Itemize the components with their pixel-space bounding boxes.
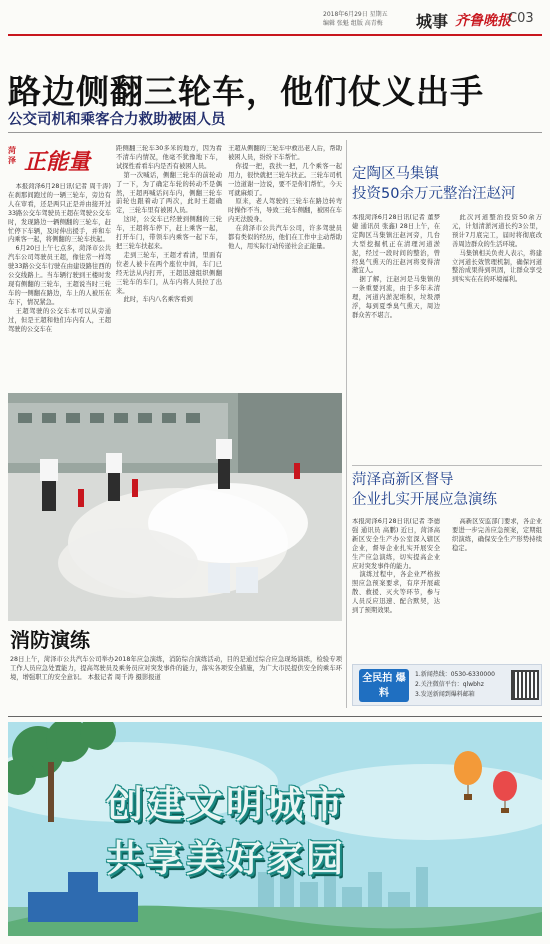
page-number: C03 bbox=[508, 11, 534, 26]
news-hotline-box bbox=[352, 664, 542, 706]
paragraph: 此次河道整治投资50余万元，计划清淤河道长约3公里，预计7月底完工，届时将彻底改善周边群众的生活环境。 bbox=[452, 214, 542, 248]
hotline-lines bbox=[415, 670, 495, 700]
paragraph: 王超驾驶的公交车本可以从旁通过，但是王超和他们车内有人，王超驾驶的公交车在 bbox=[8, 307, 111, 333]
paragraph: 在菏泽市公共汽车公司，许多驾驶员都有类似的经历，他们在工作中主动帮助他人，用实际行动传递社会正能量。 bbox=[228, 225, 342, 250]
column-badge bbox=[8, 145, 104, 179]
header-date: 2018年6月29日 星期五 bbox=[323, 11, 388, 18]
right-story1-col1 bbox=[352, 214, 440, 462]
page-header bbox=[8, 6, 542, 36]
photo-title: 消防演练 bbox=[10, 628, 90, 652]
paragraph: 演练过程中，各企业严格按照应急预案要求，有序开展疏散、救援、灭火等环节，参与人员反应迅速、配合默契，达到了预期效果。 bbox=[352, 571, 440, 615]
hotline-line: 2.关注微信平台：qlwbhz bbox=[415, 681, 484, 688]
hotline-line: 3.发送新闻到爆料邮箱 bbox=[415, 691, 475, 698]
headline-line: 企业扎实开展应急演练 bbox=[352, 492, 497, 508]
header-editors: 编辑 张魁 组版 高青梅 bbox=[323, 20, 383, 27]
main-story-col1 bbox=[8, 183, 111, 388]
banner-divider bbox=[8, 716, 542, 717]
paragraph: 这时，公交车已经驶到侧翻的三轮车，王超将车停下，赶上乘客一起，打开车门，带领车内乘客一起下车，把三轮车扶起来。 bbox=[116, 216, 222, 250]
banner-title-line2: 共享美好家园 bbox=[106, 837, 346, 880]
column-location: 菏泽 bbox=[8, 146, 16, 165]
main-headline: 路边侧翻三轮车，他们仗义出手 bbox=[8, 72, 484, 111]
headline-line: 定陶区马集镇 bbox=[352, 166, 439, 182]
main-subhead: 公交司机和乘客合力救助被困人员 bbox=[8, 112, 226, 128]
photo-caption bbox=[10, 656, 342, 683]
newspaper-logo: 齐鲁晚报 bbox=[455, 13, 511, 29]
fire-drill-photo bbox=[8, 393, 342, 621]
column-separator bbox=[346, 140, 347, 708]
paragraph: 高新区安监部门要求，各企业要进一步完善应急预案，定期组织演练，确保安全生产形势持续稳定。 bbox=[452, 518, 542, 552]
paragraph: 本报菏泽6月28日讯(记者 周千涛) 在刹那间跑过的一辆三轮车，旁边有人在审看，还是两只正是并由接开过33路公交车驾驶员王超在驾驶公交车时，发现路边一辆侧翻的三轮车，赶忙停下车辆，及时伸出援手，并和车内乘客一起，将侧翻的三轮车扶起。 bbox=[8, 183, 111, 244]
right-story1-headline bbox=[352, 164, 515, 204]
paragraph: 本报菏泽6月28日讯(记者 董梦婕 通讯员 张鑫) 28日上午，在定陶区马集镇汪赵河旁，几台大型挖掘机正在清理河道淤泥，经过一段时间的整治，曾经臭气熏天的汪赵河将变得清澈宜人。 bbox=[352, 214, 440, 275]
main-story-col2 bbox=[116, 145, 222, 388]
banner-title-line1: 创建文明城市 bbox=[106, 783, 346, 826]
headline-line: 菏泽高新区督导 bbox=[352, 472, 454, 488]
paragraph: 走到三轮车，王超才看清，里面有位老人被卡在两个座位中间，车门已经无法从内打开，王超迅速组织侧翻三轮车的车门，从车内将人员拉了出来。 bbox=[116, 251, 222, 295]
right-story2-col1 bbox=[352, 518, 440, 658]
column-name: 正能量 bbox=[24, 150, 91, 175]
paragraph: 你提一把，我扶一把，几个乘客一起用力，很快就把三轮车扶正。三轮车司机一边道谢一边说，要不是你们帮忙，今天可就麻烦了。 bbox=[228, 162, 342, 197]
right-story2-headline bbox=[352, 470, 497, 510]
paragraph: 原来，老人驾驶的三轮车在路边转弯时操作不当，导致三轮车侧翻，被困在车内无法脱身。 bbox=[228, 198, 342, 224]
paragraph: 王超从侧翻的三轮车中救出老人后，帮助被困人员，纷纷下车帮忙。 bbox=[228, 145, 342, 161]
paragraph: 马集镇相关负责人表示，将建立河道长效管理机制，确保河道整治成果得到巩固，让群众享受到实实在在的环境福利。 bbox=[452, 249, 542, 284]
paragraph: 6月20日上午七点多，菏泽市公共汽车公司驾驶员王超，像往常一样驾驶33路公交车行驶在由建设路往西的公交线路上。当车辆行驶到王楼时发现有侧翻的三轮车，王超说当时三轮车的一侧翻在路边，车上的人被压在车下，情况紧急。 bbox=[8, 245, 111, 306]
civilization-banner bbox=[8, 722, 542, 936]
hotline-line: 1.新闻热线：0530-6330000 bbox=[415, 671, 495, 678]
divider-rule bbox=[8, 132, 542, 133]
right-story1-col2 bbox=[452, 214, 542, 462]
qr-code-icon bbox=[511, 670, 539, 700]
paragraph: 距侧翻三轮车30多米的地方，因为看不清车内情况，他毫不犹豫地下车，试探性看看车内是否有被困人员。 bbox=[116, 145, 222, 170]
headline-line: 投资50余万元整治汪赵河 bbox=[352, 186, 516, 202]
paragraph: 本报菏泽6月28日讯(记者 李德强 通讯员 高鹏) 近日，菏泽高新区安全生产办公室深入辖区企业，督导企业扎实开展安全生产应急演练，切实提高企业应对突发事件的能力。 bbox=[352, 518, 440, 570]
section-name: 城事 bbox=[416, 12, 449, 31]
paragraph: 据了解，汪赵河是马集镇的一条重要河流，由于多年未清理，河道内淤泥堆积，垃圾漂浮，每到夏季臭气熏天，周边群众苦不堪言。 bbox=[352, 276, 440, 319]
section-rule bbox=[352, 465, 542, 466]
paragraph: 此时，车内八名乘客看到 bbox=[123, 296, 193, 304]
header-meta bbox=[323, 10, 388, 28]
hotline-badge: 全民拍 爆料 bbox=[359, 669, 409, 702]
caption-byline: 本报记者 周千涛 摄影报道 bbox=[87, 673, 161, 681]
main-story-col3 bbox=[228, 145, 342, 388]
photo-illustration bbox=[8, 393, 342, 621]
right-story2-col2 bbox=[452, 518, 542, 658]
paragraph: 第一次喊话，侧翻三轮车的前轮动了一下，为了确定车轮的转动不是偶然，王超再喊话问车内，侧翻三轮车前轮也跟着动了两次，此时王超确定，三轮车里有被困人员。 bbox=[116, 171, 222, 215]
caption-text: 28日上午，菏泽市公共汽车公司举办2018年应急演练，消防综合演练活动，目的是通过综合应急现场演练，检验专项工作人员应急处置能力，提高驾驶员及乘务员应对突发事件的能力，落实各项安全措施，为广大市民提供安全的乘车环境，增强职工的安全意识。 bbox=[10, 656, 342, 681]
